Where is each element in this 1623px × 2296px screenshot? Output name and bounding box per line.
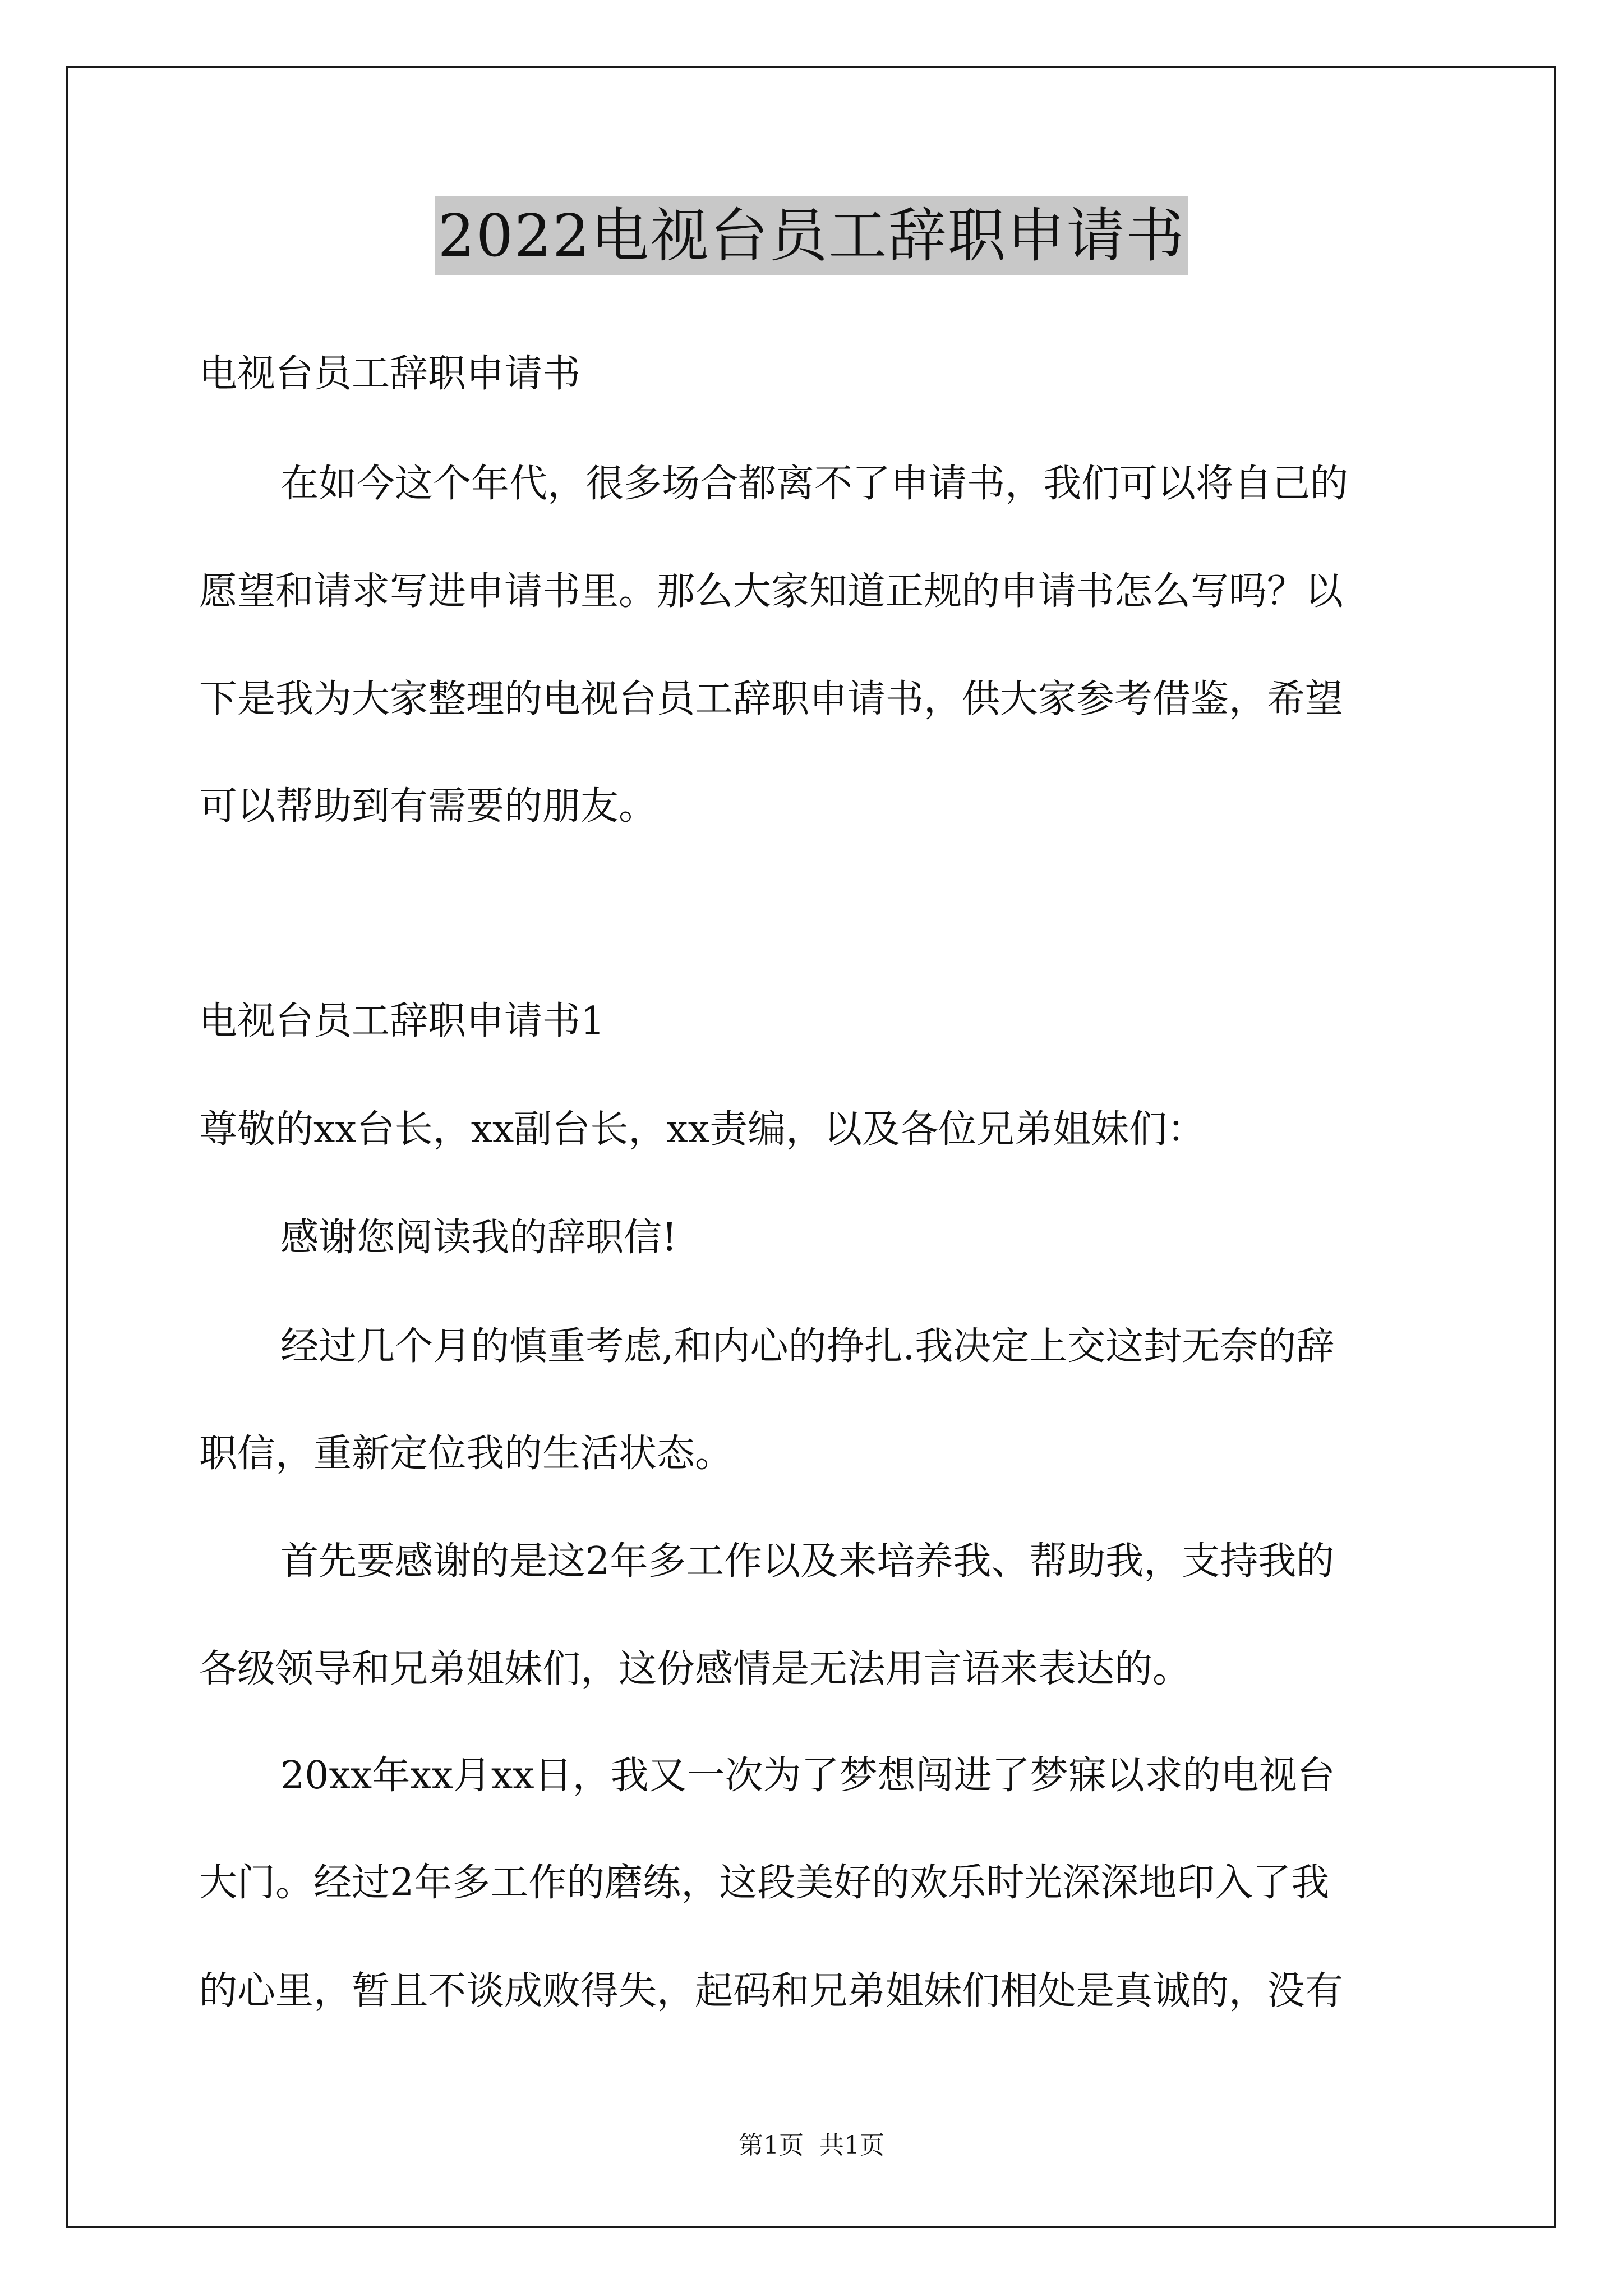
paragraph-line: 20xx年xx月xx日，我又一次为了梦想闯进了梦寐以求的电视台	[280, 1754, 1335, 1798]
document-title: 2022电视台员工辞职申请书	[435, 196, 1189, 275]
paragraph-line: 首先要感谢的是这2年多工作以及来培养我、帮助我，支持我的	[280, 1539, 1335, 1584]
page-footer	[0, 2129, 1623, 2162]
title-wrap	[0, 196, 1623, 275]
subtitle: 电视台员工辞职申请书	[199, 352, 581, 396]
paragraph-line: 愿望和请求写进申请书里。那么大家知道正规的申请书怎么写吗？以	[199, 569, 1344, 614]
paragraph-line: 可以帮助到有需要的朋友。	[199, 784, 657, 829]
paragraph-line: 在如今这个年代，很多场合都离不了申请书，我们可以将自己的	[280, 462, 1349, 506]
paragraph-line: 各级领导和兄弟姐妹们，这份感情是无法用言语来表达的。	[199, 1647, 1191, 1691]
salutation: 尊敬的xx台长，xx副台长，xx责编，以及各位兄弟姐妹们：	[199, 1107, 1206, 1152]
paragraph-line: 经过几个月的慎重考虑,和内心的挣扎.我决定上交这封无奈的辞	[280, 1324, 1335, 1369]
paragraph-line: 下是我为大家整理的电视台员工辞职申请书，供大家参考借鉴，希望	[199, 677, 1344, 721]
page-number: 第1页	[739, 2131, 804, 2160]
paragraph-line: 的心里，暂且不谈成败得失，起码和兄弟姐妹们相处是真诚的，没有	[199, 1969, 1344, 2013]
paragraph-line: 职信，重新定位我的生活状态。	[199, 1432, 734, 1476]
page-total: 共1页	[819, 2131, 884, 2160]
paragraph-line: 大门。经过2年多工作的磨练，这段美好的欢乐时光深深地印入了我	[199, 1861, 1330, 1905]
section-heading: 电视台员工辞职申请书1	[199, 999, 605, 1043]
paragraph-line: 感谢您阅读我的辞职信!	[280, 1216, 677, 1260]
